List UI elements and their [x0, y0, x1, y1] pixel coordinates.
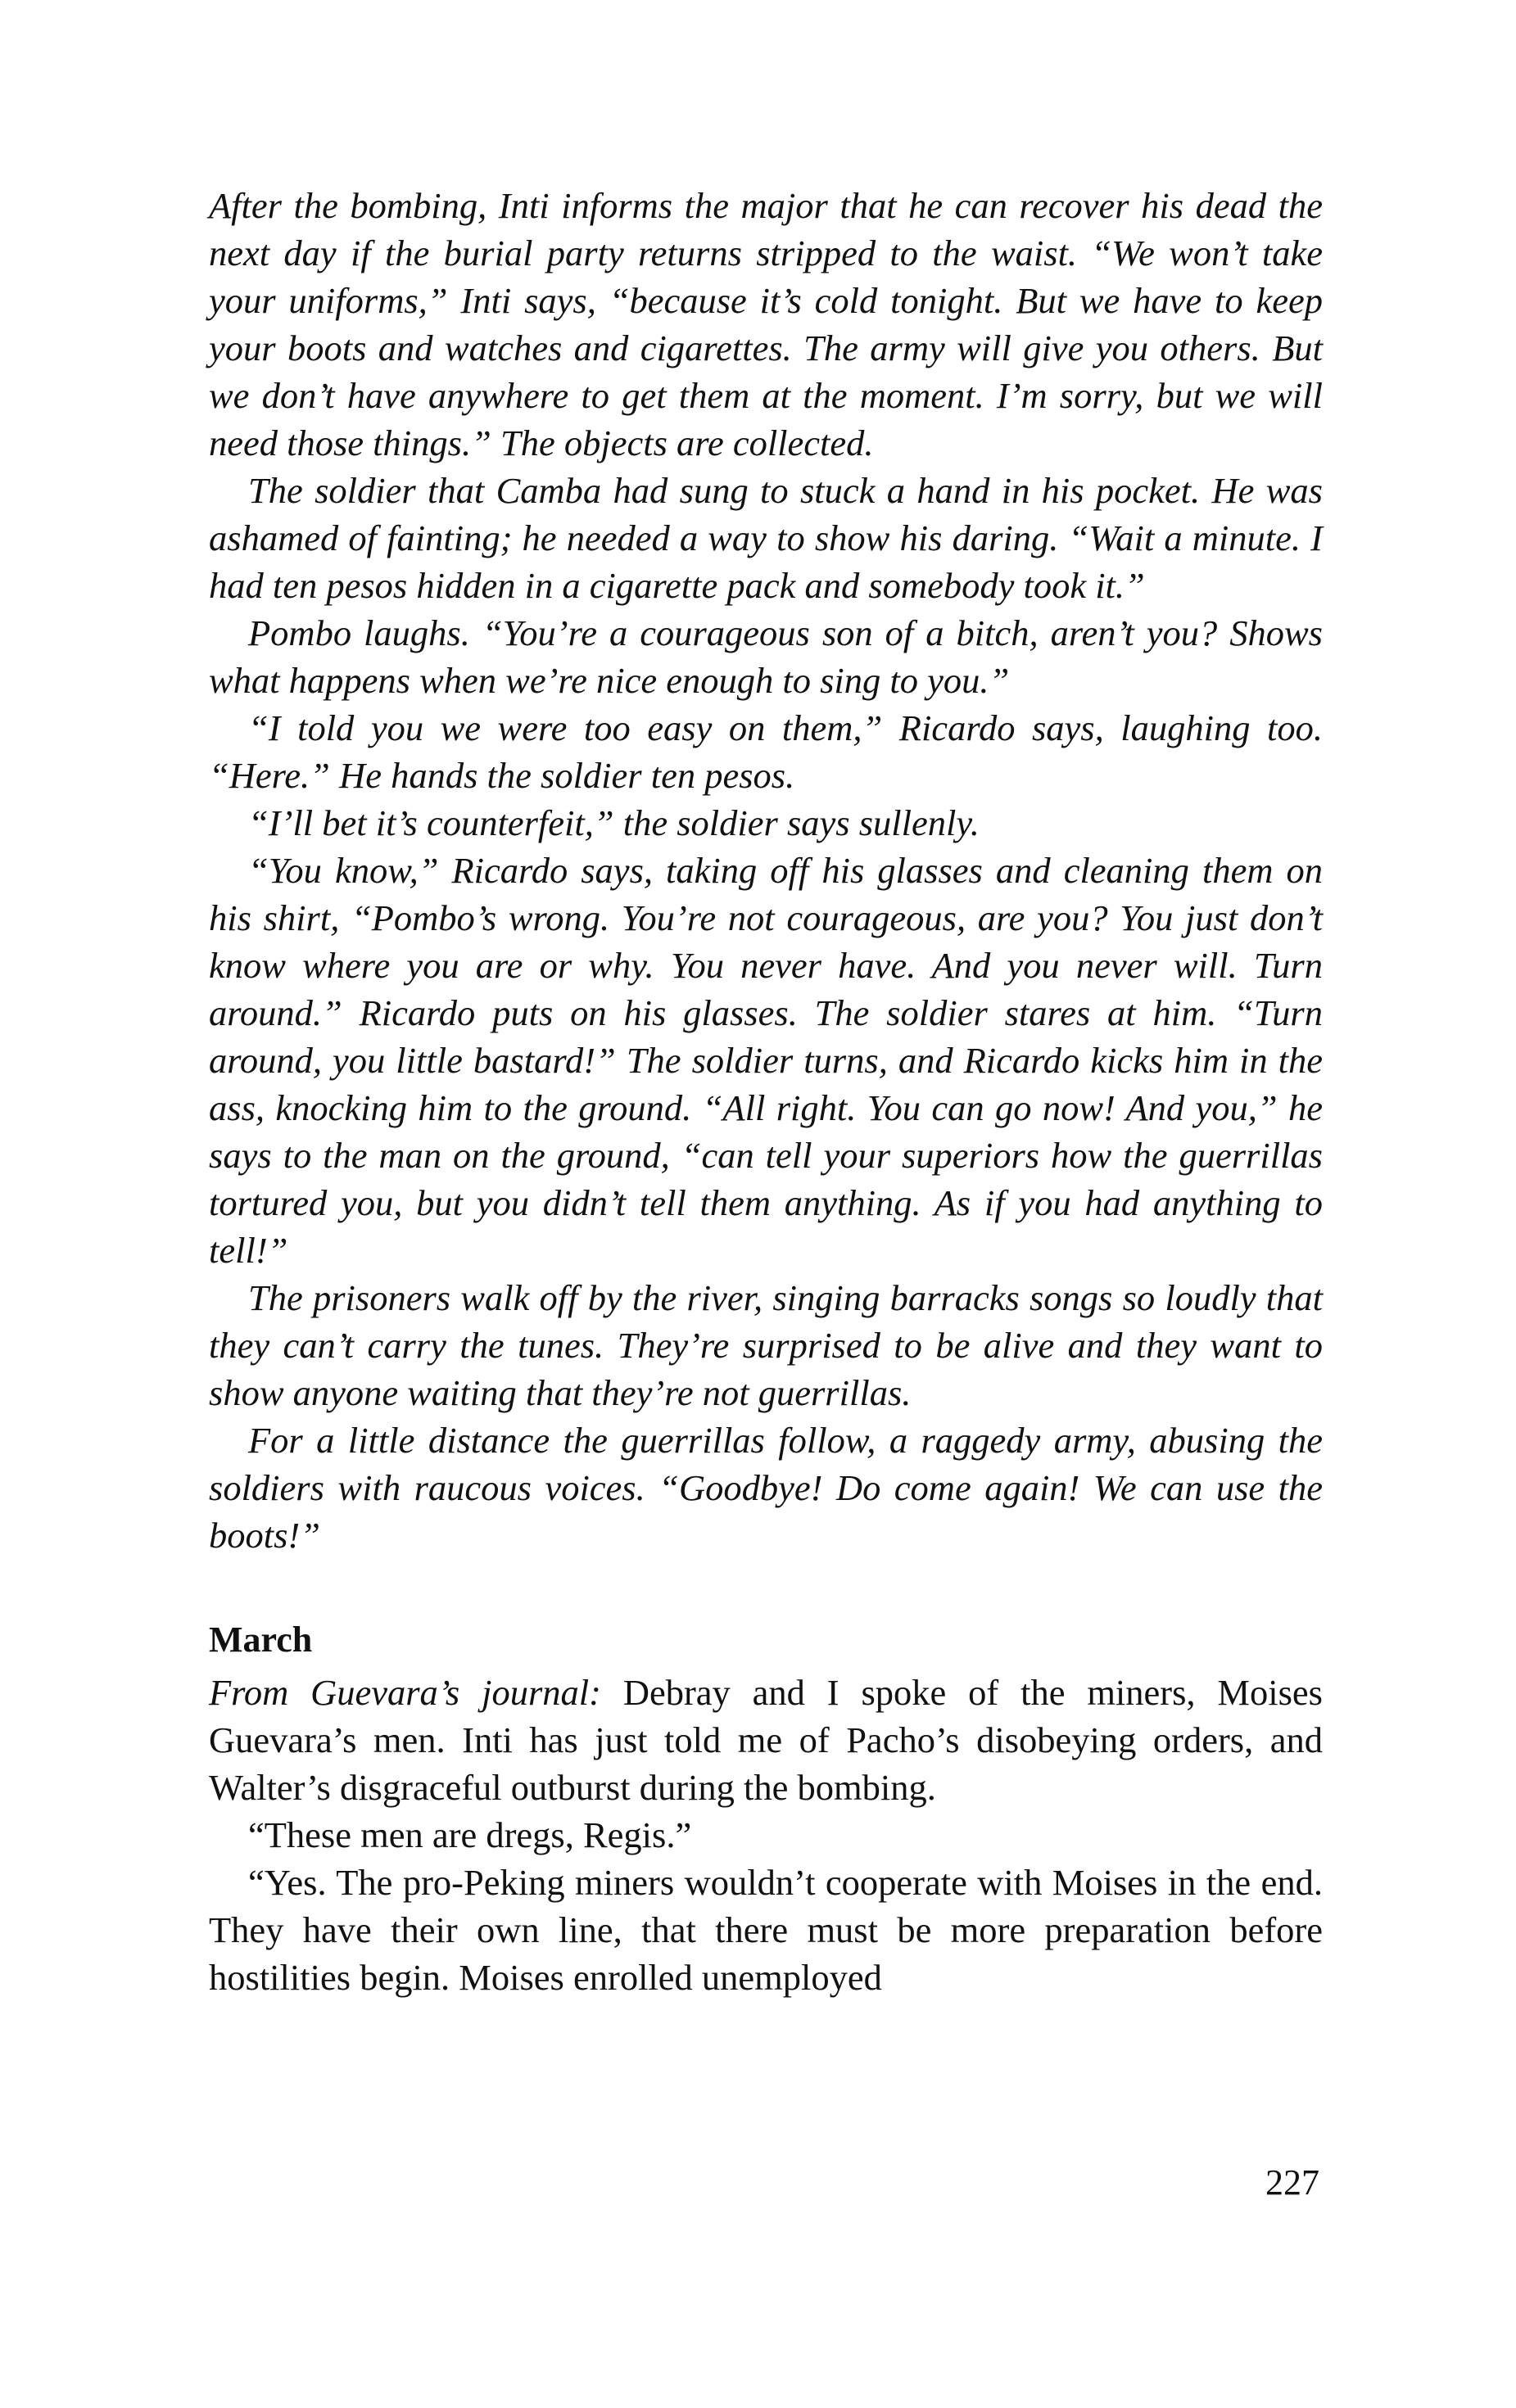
body-paragraph: For a little distance the guerrillas follow, a raggedy army, abusing the soldiers with raucous voices. “Goodbye! Do come again! We can use the boots!” — [209, 1420, 1323, 1556]
body-paragraph: “I’ll bet it’s counterfeit,” the soldier says sullenly. — [248, 802, 980, 843]
body-paragraph: “Yes. The pro-Peking miners wouldn’t cooperate with Moises in the end. They have their own line, that there must be more preparation before hostilities begin. Moises enrolled unemployed — [209, 1862, 1323, 1998]
section-heading: March — [209, 1620, 313, 1660]
body-paragraph: “These men are dregs, Regis.” — [248, 1814, 692, 1855]
body-paragraph: Pombo laughs. “You’re a courageous son of a bitch, aren’t you? Shows what happens when we’re nice enough to sing to you.” — [209, 612, 1323, 701]
page-number: 227 — [1265, 2162, 1319, 2202]
body-paragraph: The prisoners walk off by the river, singing barracks songs so loudly that they can’t carry the tunes. They’re surprised to be alive and they want to show anyone waiting that they’re not guerrillas. — [209, 1277, 1323, 1413]
journal-lead: From Guevara’s journal: — [209, 1672, 601, 1713]
body-paragraph: After the bombing, Inti informs the major that he can recover his dead the next day if the burial party returns stripped to the waist. “We won’t take your uniforms,” Inti says, “because it’s cold tonight. But we have to keep your boots and watches and cigarettes. The army will give you others. But we don’t have anywhere to get them at the moment. I’m sorry, but we will need those things.” The objects are collected. — [209, 185, 1323, 463]
journal-paragraph — [209, 1669, 1323, 1811]
journal-section — [209, 1669, 1323, 2001]
body-paragraph: “I told you we were too easy on them,” Ricardo says, laughing too. “Here.” He hands the soldier ten pesos. — [209, 707, 1323, 796]
body-paragraph: The soldier that Camba had sung to stuck a hand in his pocket. He was ashamed of fainting; he needed a way to show his daring. “Wait a minute. I had ten pesos hidden in a cigarette pack and somebody took it.” — [209, 470, 1323, 606]
page-body — [209, 182, 1323, 2001]
body-paragraph: “You know,” Ricardo says, taking off his glasses and cleaning them on his shirt, “Pombo’s wrong. You’re not courageous, are you? You just don’t know where you are or why. You never have. And you never will. Turn around.” Ricardo puts on his glasses. The soldier stares at him. “Turn around, you little bastard!” The soldier turns, and Ricardo kicks him in the ass, knocking him to the ground. “All right. You can go now! And you,” he says to the man on the ground, “can tell your superiors how the guerrillas tortured you, but you didn’t tell them anything. As if you had anything to tell!” — [209, 850, 1323, 1271]
journal-text: Debray and I spoke of the miners, Moises Guevara’s men. Inti has just told me of Pacho’s disobeying orders, and Walter’s disgraceful outburst during the bombing. — [209, 1672, 1323, 1808]
